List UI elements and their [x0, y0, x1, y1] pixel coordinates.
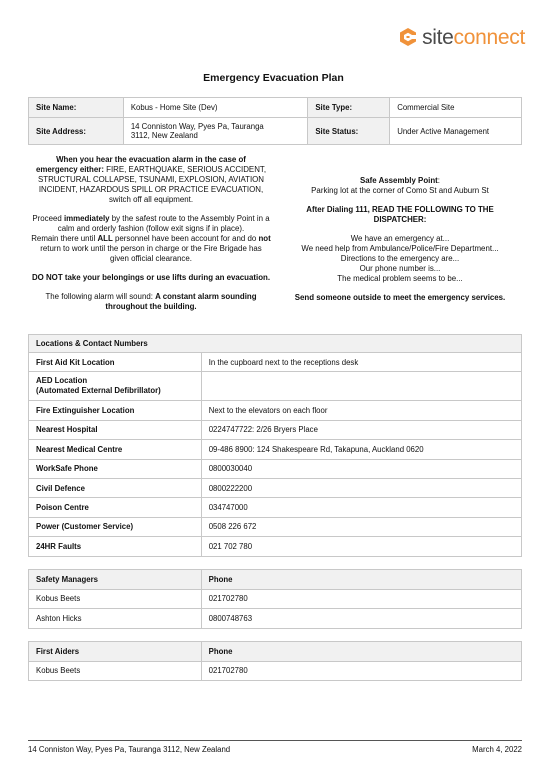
evacuation-instructions [30, 155, 272, 312]
table-row [29, 459, 522, 478]
row-label: WorkSafe Phone [29, 459, 202, 478]
safety-managers-phone-heading: Phone [201, 570, 521, 590]
row-label: Nearest Hospital [29, 420, 202, 439]
row-value: 0224747722: 2/26 Bryers Place [201, 420, 521, 439]
row-label: Civil Defence [29, 478, 202, 497]
alarm-instruction-bold-b: emergency either [35, 165, 102, 174]
assembly-point-label: Safe Assembly Point [360, 176, 438, 185]
first-aiders-phone-heading: Phone [201, 642, 521, 662]
table-row [29, 537, 522, 556]
page-title: Emergency Evacuation Plan [203, 72, 344, 84]
locations-contacts-table [28, 334, 522, 557]
table-row [29, 478, 522, 497]
dispatcher-line-2: We need help from Ambulance/Police/Fire Department... [301, 244, 499, 253]
footer-address: 14 Conniston Way, Pyes Pa, Tauranga 3112, New Zealand [28, 745, 231, 754]
table-row [29, 609, 522, 629]
site-type-value: Commercial Site [390, 98, 522, 118]
alarm-instruction-text: FIRE, EARTHQUAKE, SERIOUS ACCIDENT, STRUCTURAL COLLAPSE, TSUNAMI, EXPLOSION, AVIATION INCIDENT, HAZARDOUS SPILL OR PRACTICE EVACUATION, switch off all equipment. [38, 165, 267, 204]
site-address-value [123, 118, 308, 145]
manager-phone: 0800748763 [201, 609, 521, 629]
assembly-point-colon: : [437, 176, 440, 185]
site-name-label: Site Name: [29, 98, 124, 118]
site-status-value: Under Active Management [390, 118, 522, 145]
row-label: Fire Extinguisher Location [29, 401, 202, 420]
manager-phone: 021702780 [201, 589, 521, 609]
belongings-warning [30, 273, 272, 283]
row-value [201, 372, 521, 401]
row-value: 0508 226 672 [201, 517, 521, 536]
remain-text-bold1: ALL [97, 234, 113, 243]
send-someone-text: Send someone outside to meet the emergency services. [294, 293, 506, 302]
siteconnect-logo [397, 26, 525, 48]
remain-text-c: return to work until the person in charge or the Fire Brigade has given official clearance. [40, 244, 262, 263]
row-value: 0800030040 [201, 459, 521, 478]
aed-label: AED Location [36, 376, 88, 386]
alarm-instruction [30, 155, 272, 205]
table-row [29, 372, 522, 401]
remain-text-b: personnel have been account for and do [112, 234, 259, 243]
remain-text-a: Remain there until [31, 234, 98, 243]
footer-date: March 4, 2022 [472, 745, 522, 754]
alarm-sound-bold: A constant alarm sounding throughout the building. [105, 292, 257, 311]
site-address-line1: 14 Conniston Way, Pyes Pa, Tauranga [130, 122, 264, 131]
dispatcher-heading-text: After Dialing 111, READ THE FOLLOWING TO THE DISPATCHER: [306, 205, 494, 224]
row-label: First Aid Kit Location [29, 353, 202, 372]
alarm-sound-note [30, 292, 272, 312]
table-row [29, 401, 522, 420]
locations-heading: Locations & Contact Numbers [29, 335, 522, 353]
dispatcher-heading [282, 205, 518, 225]
table-row [29, 517, 522, 536]
alarm-instruction-colon: : [101, 165, 104, 174]
row-value: Next to the elevators on each floor [201, 401, 521, 420]
assembly-point-value: Parking lot at the corner of Como St and Auburn St [311, 186, 489, 195]
aed-label-sub: (Automated External Defibrillator) [36, 386, 161, 396]
footer-divider [28, 740, 522, 741]
remain-text-bold2: not [258, 234, 271, 243]
dispatcher-line-3: Directions to the emergency are... [340, 254, 460, 263]
dispatcher-instructions [282, 176, 518, 303]
safety-managers-heading: Safety Managers [29, 570, 202, 590]
site-name-value: Kobus - Home Site (Dev) [123, 98, 308, 118]
dispatcher-line-1: We have an emergency at... [350, 234, 450, 243]
first-aider-name: Kobus Beets [29, 661, 202, 681]
row-value: 09-486 8900: 124 Shakespeare Rd, Takapuna, Auckland 0620 [201, 440, 521, 459]
row-label: Poison Centre [29, 498, 202, 517]
proceed-text-bold: immediately [63, 214, 110, 223]
table-row [29, 440, 522, 459]
manager-name: Kobus Beets [29, 589, 202, 609]
dispatcher-line-4: Our phone number is... [359, 264, 441, 273]
row-value: 021 702 780 [201, 537, 521, 556]
manager-name: Ashton Hicks [29, 609, 202, 629]
row-label: Nearest Medical Centre [29, 440, 202, 459]
row-label [29, 372, 202, 401]
safety-managers-table [28, 569, 522, 629]
site-status-label: Site Status: [308, 118, 390, 145]
table-row [29, 661, 522, 681]
table-row [29, 353, 522, 372]
alarm-sound-text: The following alarm will sound: [45, 292, 156, 301]
send-someone-note [282, 293, 518, 303]
site-address-line2: 3112, New Zealand [130, 131, 198, 140]
first-aider-phone: 021702780 [201, 661, 521, 681]
siteconnect-logo-icon [397, 26, 419, 48]
proceed-text-b: by the safest route to the Assembly Point in a calm and orderly fashion (follow exit signs if in place). [57, 214, 270, 233]
dispatcher-line-5: The medical problem seems to be... [337, 274, 463, 283]
site-address-label: Site Address: [29, 118, 124, 145]
row-value: 034747000 [201, 498, 521, 517]
table-row [29, 420, 522, 439]
proceed-text-a: Proceed [32, 214, 64, 223]
site-type-label: Site Type: [308, 98, 390, 118]
alarm-instruction-bold-a: When you hear the evacuation alarm in the case of [56, 155, 246, 164]
row-label: 24HR Faults [29, 537, 202, 556]
first-aiders-heading: First Aiders [29, 642, 202, 662]
remain-instruction [30, 234, 272, 264]
logo-text-site: site [422, 25, 454, 49]
belongings-warning-text: DO NOT take your belongings or use lifts during an evacuation. [31, 273, 271, 282]
table-row [29, 589, 522, 609]
assembly-point-heading [282, 176, 518, 186]
table-row [29, 498, 522, 517]
site-info-table [28, 97, 522, 145]
row-value: In the cupboard next to the receptions desk [201, 353, 521, 372]
first-aiders-table [28, 641, 522, 681]
logo-text-connect: connect [453, 25, 525, 49]
proceed-instruction [30, 214, 272, 234]
row-label: Power (Customer Service) [29, 517, 202, 536]
row-value: 0800222200 [201, 478, 521, 497]
